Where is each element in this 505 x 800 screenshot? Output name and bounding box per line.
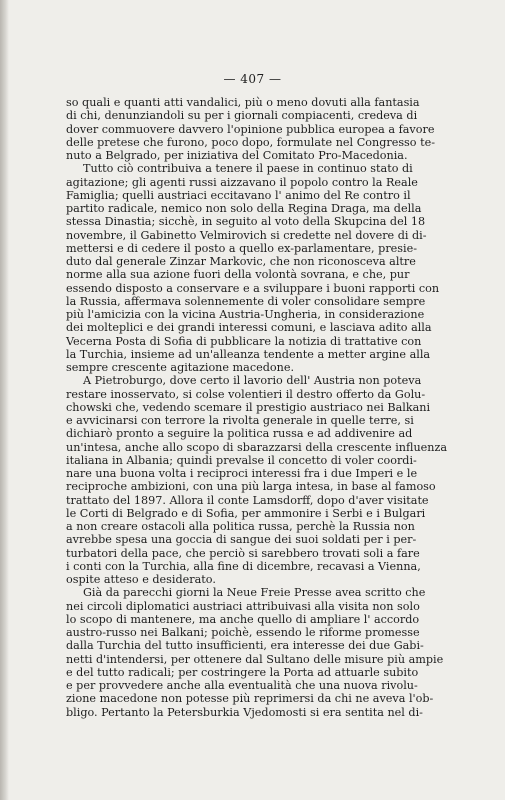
text-line: la Russia, affermava solennemente di voler consolidare sempre: [66, 294, 426, 308]
text-line: dei molteplici e dei grandi interessi comuni, e lasciava adito alla: [66, 321, 432, 335]
text-line: delle pretese che furono, poco dopo, formulate nel Congresso te-: [66, 135, 435, 149]
text-line: austro-russo nei Balkani; poichè, essendo le riforme promesse: [66, 626, 420, 639]
paragraph-3: [66, 374, 448, 586]
text-line: e del tutto radicali; per costringere la Porta ad attuarle subito: [66, 665, 419, 679]
text-line: Già da parecchi giorni la Neue Freie Presse avea scritto che: [83, 586, 426, 600]
paragraph-1: [66, 96, 435, 162]
text-line: nuto a Belgrado, per iniziativa del Comitato Pro-Macedonia.: [66, 149, 408, 162]
text-line: lo scopo di mantenere, ma anche quello di ampliare l' accordo: [66, 612, 420, 626]
text-line: zione macedone non potesse più reprimersi da chi ne aveva l'ob-: [66, 692, 434, 706]
text-line: avrebbe spesa una goccia di sangue dei suoi soldati per i per-: [66, 533, 417, 547]
body-text: [66, 96, 448, 719]
text-line: e per provvedere anche alla eventualità che una nuova rivolu-: [66, 679, 418, 692]
text-line: chowski che, vedendo scemare il prestigio austriaco nei Balkani: [66, 400, 431, 414]
text-line: dalla Turchia del tutto insufficienti, era interesse dei due Gabi-: [66, 639, 424, 653]
text-line: sempre crescente agitazione macedone.: [66, 361, 295, 374]
text-line: nei circoli diplomatici austriaci attribuivasi alla visita non solo: [66, 599, 420, 613]
text-line: agitazione; gli agenti russi aizzavano il popolo contro la Reale: [66, 175, 418, 189]
text-line: bligo. Pertanto la Petersburkia Vjedomosti si era sentita nel di-: [66, 705, 423, 719]
text-line: reciproche ambizioni, con una più larga intesa, in base al famoso: [66, 480, 436, 494]
text-line: nare una buona volta i reciproci interessi fra i due Imperi e le: [66, 467, 418, 480]
text-line: la Turchia, insieme ad un'alleanza tendente a metter argine alla: [66, 347, 431, 361]
text-line: italiana in Albania; quindi prevalse il concetto di voler coordi-: [66, 453, 417, 467]
text-line: dichiarò pronto a seguire la politica russa e ad addivenire ad: [66, 427, 413, 441]
text-line: norme alla sua azione fuori della volontà sovrana, e che, pur: [66, 268, 410, 282]
page-number: — 407 —: [223, 72, 282, 86]
text-line: i conti con la Turchia, alla fine di dicembre, recavasi a Vienna,: [66, 559, 421, 573]
text-line: Vecerna Posta di Sofia di pubblicare la notizia di trattative con: [66, 334, 422, 348]
paragraph-2: [66, 162, 440, 374]
text-line: più l'amicizia con la vicina Austria-Ungheria, in considerazione: [66, 308, 425, 321]
text-line: A Pietroburgo, dove certo il lavorio dell' Austria non poteva: [83, 374, 422, 388]
text-line: so quali e quanti atti vandalici, più o meno dovuti alla fantasia: [66, 96, 420, 109]
text-line: mettersi e di cedere il posto a quello ex-parlamentare, presie-: [66, 241, 418, 255]
text-line: novembre, il Gabinetto Velmirovich si credette nel dovere di di-: [66, 228, 427, 242]
paragraph-4: [66, 586, 444, 719]
text-line: ospite atteso e desiderato.: [66, 573, 216, 586]
text-line: un'intesa, anche allo scopo di sbarazzarsi della crescente influenza: [66, 440, 448, 454]
text-line: le Corti di Belgrado e di Sofia, per ammonire i Serbi e i Bulgari: [66, 506, 426, 520]
text-line: trattato del 1897. Allora il conte Lamsdorff, dopo d'aver visitate: [66, 493, 429, 507]
text-line: duto dal generale Zinzar Markovic, che non riconosceva altre: [66, 255, 416, 268]
text-line: di chi, denunziandoli su per i giornali compiacenti, credeva di: [66, 109, 418, 123]
text-line: a non creare ostacoli alla politica russa, perchè la Russia non: [66, 520, 415, 533]
text-line: stessa Dinastia; sicchè, in seguito al voto della Skupcina del 18: [66, 215, 426, 229]
text-line: restare inosservato, si colse volentieri il destro offerto da Golu-: [66, 387, 426, 401]
text-line: essendo disposto a conservare e a sviluppare i buoni rapporti con: [66, 281, 440, 295]
text-line: turbatori della pace, che perciò si sarebbero trovati soli a fare: [66, 546, 420, 560]
page-spine-shadow: [0, 0, 9, 800]
text-line: Tutto ciò contribuiva a tenere il paese in continuo stato di: [83, 162, 413, 176]
text-line: netti d'intendersi, per ottenere dal Sultano delle misure più ampie: [66, 652, 444, 666]
text-line: partito radicale, nemico non solo della Regina Draga, ma della: [66, 202, 422, 215]
text-line: e avvicinarsi con terrore la rivolta generale in quelle terre, si: [66, 414, 414, 427]
text-line: dover commuovere davvero l'opinione pubblica europea a favore: [66, 122, 435, 136]
text-line: Famiglia; quelli austriaci eccitavano l' animo del Re contro il: [66, 188, 411, 202]
